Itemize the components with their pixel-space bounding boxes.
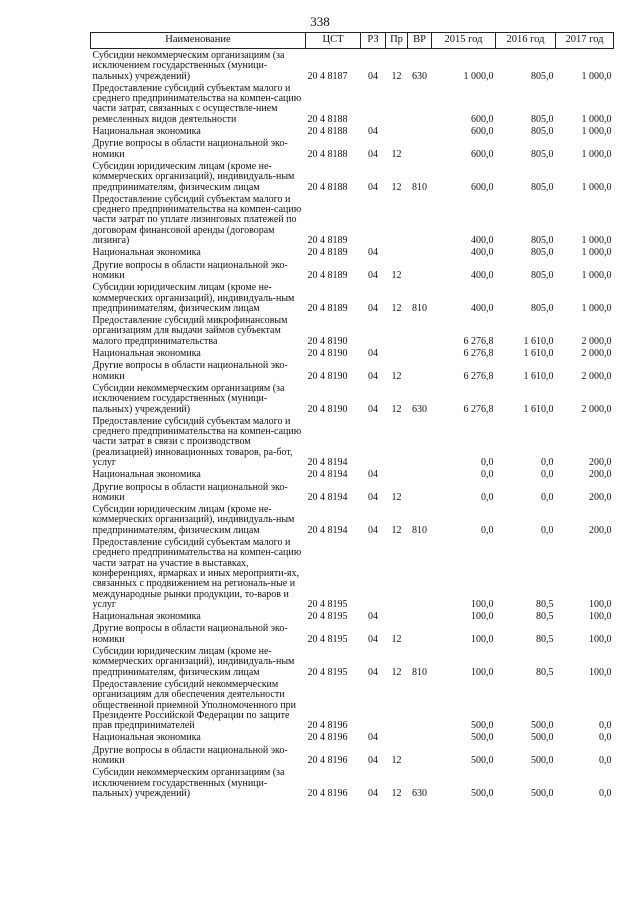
row-2017: 1 000,0	[581, 70, 612, 82]
row-2016: 80,5	[536, 598, 554, 610]
row-cst: 20 4 8190	[307, 348, 348, 360]
row-cst: 20 4 8189	[307, 235, 348, 247]
row-vr: 630	[412, 787, 427, 799]
row-2015: 400,0	[471, 247, 494, 259]
table-row	[91, 382, 614, 415]
row-name: Субсидии юридическим лицам (кроме не-коммерческих организаций), индивидуаль-ным предпринимателям, физическим лицам	[92, 646, 295, 678]
table-row	[91, 137, 614, 160]
row-2015: 0,0	[481, 469, 494, 481]
row-rz: 04	[368, 666, 378, 678]
row-rz: 04	[368, 787, 378, 799]
row-cst: 20 4 8196	[307, 755, 348, 766]
table-row	[91, 160, 614, 193]
row-2015: 400,0	[471, 302, 494, 314]
row-2017: 1 000,0	[581, 113, 612, 125]
row-2017: 1 000,0	[581, 269, 612, 281]
row-rz: 04	[368, 181, 378, 193]
row-2015: 0,0	[481, 456, 494, 468]
row-vr	[408, 610, 432, 622]
row-2015: 600,0	[471, 126, 494, 138]
row-rz: 04	[368, 611, 378, 623]
header-pr: Пр	[386, 33, 408, 49]
row-cst: 20 4 8195	[307, 633, 348, 645]
row-rz: 04	[368, 732, 378, 744]
row-2016: 805,0	[531, 148, 554, 160]
row-2016: 1 610,0	[523, 403, 554, 415]
row-rz: 04	[368, 302, 378, 314]
row-2015: 500,0	[471, 732, 494, 744]
row-2016: 0,0	[541, 469, 554, 481]
row-pr: 12	[391, 633, 402, 645]
row-rz	[361, 314, 386, 347]
row-name: Предоставление субсидий субъектам малого и среднего предпринимательства на компен-сацию части затрат, связанных с осуществле-нием ремесленных видов деятельности	[92, 82, 302, 125]
row-2017: 200,0	[589, 456, 612, 468]
row-cst: 20 4 8196	[307, 787, 348, 799]
header-row	[91, 33, 614, 49]
table-row	[91, 622, 614, 645]
row-2015: 100,0	[471, 633, 494, 645]
row-2015: 600,0	[471, 148, 494, 160]
row-2017: 0,0	[599, 720, 612, 732]
row-name: Предоставление субсидий субъектам малого и среднего предпринимательства на компен-сацию части затрат на участие в выставках, конференциях, ярмарках и иных мероприяти-ях, связанных с продвижением на региональ-ные и международные рынки продукции, то-варов и услуг	[92, 537, 302, 610]
row-rz: 04	[368, 469, 378, 481]
row-vr	[408, 744, 432, 767]
row-pr: 12	[391, 370, 402, 382]
row-2016: 805,0	[531, 126, 554, 138]
row-2016: 805,0	[531, 181, 554, 193]
row-vr: 810	[412, 181, 427, 193]
table-row	[91, 610, 614, 622]
row-2017: 1 000,0	[581, 235, 612, 247]
row-pr: 12	[391, 755, 402, 766]
row-2016: 0,0	[541, 491, 554, 503]
row-cst: 20 4 8195	[307, 611, 348, 623]
table-row	[91, 481, 614, 504]
row-name: Национальная экономика	[92, 348, 201, 360]
row-cst: 20 4 8188	[307, 181, 348, 193]
row-2015: 500,0	[471, 755, 494, 766]
row-2015: 6 276,8	[463, 348, 494, 360]
row-name: Субсидии некоммерческим организациям (за исключением государственных (муници-пальных) учреждений)	[92, 382, 285, 415]
row-2016: 80,5	[536, 633, 554, 645]
row-rz: 04	[368, 370, 378, 382]
row-rz	[361, 415, 386, 468]
row-pr: 12	[391, 181, 402, 193]
row-pr	[386, 678, 408, 731]
row-rz: 04	[368, 755, 378, 766]
row-cst: 20 4 8189	[307, 302, 348, 314]
row-2016: 500,0	[531, 755, 554, 766]
row-2016: 805,0	[531, 70, 554, 82]
row-vr	[408, 415, 432, 468]
row-2016: 805,0	[531, 235, 554, 247]
row-vr	[408, 347, 432, 359]
table-body	[91, 49, 614, 800]
table-row	[91, 731, 614, 743]
row-2016: 500,0	[531, 720, 554, 732]
row-2016: 0,0	[541, 524, 554, 536]
row-cst: 20 4 8187	[307, 70, 348, 82]
row-pr: 12	[391, 403, 402, 415]
row-rz	[361, 536, 386, 610]
row-vr: 810	[412, 302, 427, 314]
row-rz: 04	[368, 348, 378, 360]
row-rz: 04	[368, 524, 378, 536]
row-2015: 100,0	[471, 666, 494, 678]
row-2017: 1 000,0	[581, 247, 612, 259]
row-2017: 100,0	[589, 633, 612, 645]
row-2015: 600,0	[471, 181, 494, 193]
row-2016: 80,5	[536, 666, 554, 678]
row-pr	[386, 731, 408, 743]
row-vr	[408, 125, 432, 137]
row-name: Субсидии некоммерческим организациям (за исключением государственных (муници-пальных) учреждений)	[92, 767, 285, 799]
row-2015: 0,0	[481, 491, 494, 503]
row-vr	[408, 193, 432, 246]
row-cst: 20 4 8194	[307, 524, 348, 536]
row-2015: 600,0	[471, 113, 494, 125]
row-vr	[408, 481, 432, 504]
table-row	[91, 49, 614, 82]
row-2017: 2 000,0	[581, 370, 612, 382]
row-2015: 100,0	[471, 598, 494, 610]
table-row	[91, 193, 614, 246]
row-cst: 20 4 8196	[307, 720, 348, 732]
row-vr	[408, 82, 432, 125]
row-2015: 6 276,8	[463, 335, 494, 347]
table-row	[91, 82, 614, 125]
row-rz: 04	[368, 269, 378, 281]
row-name: Предоставление субсидий субъектам малого и среднего предпринимательства на компен-сацию части затрат по уплате лизинговых платежей по договорам финансовой аренды (договорам лизинга)	[92, 193, 302, 247]
row-name: Национальная экономика	[92, 247, 201, 259]
row-rz: 04	[368, 491, 378, 503]
row-name: Другие вопросы в области национальной эко-номики	[92, 481, 288, 503]
table-row	[91, 246, 614, 258]
row-cst: 20 4 8190	[307, 403, 348, 415]
row-2017: 0,0	[599, 755, 612, 766]
row-rz	[361, 678, 386, 731]
row-cst: 20 4 8195	[307, 666, 348, 678]
row-pr: 12	[391, 491, 402, 503]
row-pr	[386, 246, 408, 258]
header-2017: 2017 год	[556, 33, 614, 49]
table-row	[91, 359, 614, 382]
table-row	[91, 645, 614, 678]
row-cst: 20 4 8188	[307, 113, 348, 125]
table-row	[91, 259, 614, 282]
row-vr: 810	[412, 524, 427, 536]
row-name: Субсидии юридическим лицам (кроме не-коммерческих организаций), индивидуаль-ным предпринимателям, физическим лицам	[92, 282, 295, 314]
row-2015: 500,0	[471, 787, 494, 799]
row-rz: 04	[368, 403, 378, 415]
header-cst: ЦСТ	[306, 33, 361, 49]
row-pr: 12	[391, 302, 402, 314]
row-2016: 805,0	[531, 302, 554, 314]
row-name: Субсидии юридическим лицам (кроме не-коммерческих организаций), индивидуаль-ным предпринимателям, физическим лицам	[92, 504, 295, 536]
row-cst: 20 4 8188	[307, 126, 348, 138]
row-cst: 20 4 8194	[307, 456, 348, 468]
row-name: Субсидии некоммерческим организациям (за исключением государственных (муници-пальных) учреждений)	[92, 50, 285, 82]
row-name: Национальная экономика	[92, 611, 201, 623]
row-rz: 04	[368, 148, 378, 160]
row-2015: 1 000,0	[463, 70, 494, 82]
row-pr	[386, 610, 408, 622]
row-name: Субсидии юридическим лицам (кроме не-коммерческих организаций), индивидуаль-ным предпринимателям, физическим лицам	[92, 160, 295, 193]
table-row	[91, 347, 614, 359]
row-2016: 1 610,0	[523, 370, 554, 382]
row-2016: 500,0	[531, 787, 554, 799]
row-2016: 805,0	[531, 269, 554, 281]
row-2016: 500,0	[531, 732, 554, 744]
row-pr: 12	[391, 524, 402, 536]
row-name: Другие вопросы в области национальной эко-номики	[92, 744, 288, 766]
row-cst: 20 4 8196	[307, 732, 348, 744]
row-cst: 20 4 8195	[307, 598, 348, 610]
row-cst: 20 4 8189	[307, 247, 348, 259]
table-row	[91, 536, 614, 610]
row-name: Другие вопросы в области национальной эко-номики	[92, 623, 288, 645]
row-rz	[361, 193, 386, 246]
row-pr	[386, 82, 408, 125]
row-cst: 20 4 8194	[307, 491, 348, 503]
row-vr	[408, 359, 432, 382]
row-2017: 1 000,0	[581, 181, 612, 193]
row-2017: 200,0	[589, 491, 612, 503]
row-pr: 12	[391, 269, 402, 281]
page-number: 338	[310, 14, 330, 29]
row-2015: 100,0	[471, 611, 494, 623]
row-rz: 04	[368, 247, 378, 259]
row-2016: 0,0	[541, 456, 554, 468]
row-pr	[386, 314, 408, 347]
header-2015: 2015 год	[432, 33, 496, 49]
row-pr: 12	[391, 666, 402, 678]
row-2015: 400,0	[471, 269, 494, 281]
row-vr	[408, 314, 432, 347]
row-2017: 200,0	[589, 524, 612, 536]
row-cst: 20 4 8189	[307, 269, 348, 281]
row-2016: 805,0	[531, 247, 554, 259]
row-rz: 04	[368, 70, 378, 82]
table-row	[91, 314, 614, 347]
row-pr: 12	[391, 70, 402, 82]
row-name: Национальная экономика	[92, 126, 201, 138]
row-2017: 1 000,0	[581, 126, 612, 138]
row-2017: 200,0	[589, 469, 612, 481]
table-row	[91, 766, 614, 799]
row-rz	[361, 82, 386, 125]
row-vr	[408, 622, 432, 645]
row-name: Национальная экономика	[92, 732, 201, 744]
row-pr: 12	[391, 148, 402, 160]
row-vr	[408, 468, 432, 480]
row-2017: 100,0	[589, 611, 612, 623]
table-row	[91, 281, 614, 314]
row-pr	[386, 347, 408, 359]
row-name: Национальная экономика	[92, 469, 201, 481]
row-cst: 20 4 8194	[307, 469, 348, 481]
row-2017: 2 000,0	[581, 403, 612, 415]
row-pr	[386, 125, 408, 137]
row-2015: 400,0	[471, 235, 494, 247]
row-cst: 20 4 8188	[307, 148, 348, 160]
row-2017: 2 000,0	[581, 348, 612, 360]
row-name: Другие вопросы в области национальной эко-номики	[92, 259, 288, 281]
row-2016: 805,0	[531, 113, 554, 125]
row-2017: 2 000,0	[581, 335, 612, 347]
table-row	[91, 503, 614, 536]
row-2016: 1 610,0	[523, 335, 554, 347]
row-vr: 630	[412, 403, 427, 415]
row-2017: 1 000,0	[581, 302, 612, 314]
row-rz: 04	[368, 633, 378, 645]
row-vr	[408, 259, 432, 282]
header-rz: РЗ	[361, 33, 386, 49]
table-row	[91, 678, 614, 731]
row-2015: 500,0	[471, 720, 494, 732]
row-2017: 100,0	[589, 598, 612, 610]
row-name: Предоставление субсидий микрофинансовым организациям для выдачи займов субъектам малого предпринимательства	[92, 315, 288, 347]
table-row	[91, 468, 614, 480]
row-vr	[408, 678, 432, 731]
row-name: Другие вопросы в области национальной эко-номики	[92, 138, 288, 160]
row-pr	[386, 536, 408, 610]
row-cst: 20 4 8190	[307, 370, 348, 382]
row-2016: 1 610,0	[523, 348, 554, 360]
row-pr: 12	[391, 787, 402, 799]
row-2015: 6 276,8	[463, 370, 494, 382]
budget-table	[90, 32, 614, 799]
row-vr: 630	[412, 70, 427, 82]
row-2015: 0,0	[481, 524, 494, 536]
row-vr	[408, 731, 432, 743]
table-header	[91, 33, 614, 49]
row-2017: 1 000,0	[581, 148, 612, 160]
row-name: Предоставление субсидий некоммерческим организациям для обеспечения деятельности общественной приемной Уполномоченного при Президенте Российской Федерации по защите прав предпринимателей	[92, 678, 296, 732]
row-2016: 80,5	[536, 611, 554, 623]
table-row	[91, 125, 614, 137]
table-row	[91, 744, 614, 767]
row-cst: 20 4 8190	[307, 335, 348, 347]
row-name: Другие вопросы в области национальной эко-номики	[92, 360, 288, 382]
row-vr	[408, 246, 432, 258]
header-2016: 2016 год	[496, 33, 556, 49]
row-vr	[408, 536, 432, 610]
row-name: Предоставление субсидий субъектам малого и среднего предпринимательства на компен-сацию части затрат в связи с производством (реализацией) инновационных товаров, ра-бот, услуг	[92, 415, 302, 468]
row-2015: 6 276,8	[463, 403, 494, 415]
row-2017: 100,0	[589, 666, 612, 678]
row-pr	[386, 468, 408, 480]
header-vr: ВР	[408, 33, 432, 49]
row-pr	[386, 415, 408, 468]
header-name: Наименование	[91, 33, 306, 49]
row-pr	[386, 193, 408, 246]
row-vr: 810	[412, 666, 427, 678]
table-row	[91, 415, 614, 468]
row-2017: 0,0	[599, 732, 612, 744]
row-rz: 04	[368, 126, 378, 138]
row-vr	[408, 137, 432, 160]
row-2017: 0,0	[599, 787, 612, 799]
